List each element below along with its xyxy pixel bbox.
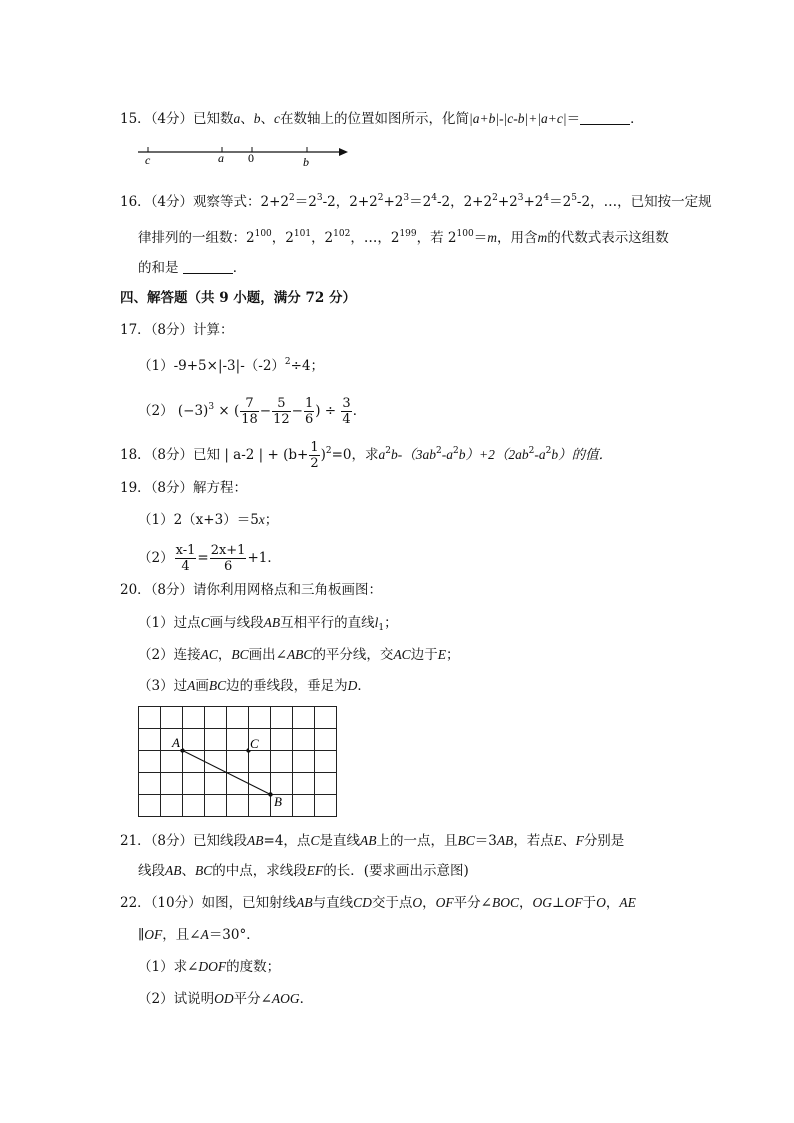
q22-line2: ∥OF，且∠A＝30°． <box>138 927 260 943</box>
q17-title: 17．（8分）计算： <box>120 322 234 338</box>
grid-label-c: C <box>250 736 259 751</box>
q15-line: 15．（4分）已知数a、b、c在数轴上的位置如图所示，化简|a+b|-|c-b|+|a+c|＝ ． <box>120 111 644 127</box>
q21-line2: 线段AB、BC的中点，求线段EF的长．(要求画出示意图) <box>138 863 469 879</box>
q20-part3: （3）过A画BC边的垂线段，垂足为D． <box>138 678 371 694</box>
q18-line: 18．（8分）已知 | a-2 | + (b+ $\frac{1}{2}$ )$^2$=0，求$a^2b-(3ab^2-a^2b)+2(2ab^2-a^2b)$的值． <box>120 440 613 471</box>
q16-line2: 律排列的一组数：$2^{100}$，$2^{101}$，$2^{102}$，…，$2^{199}$，若 $2^{100}=m$，用含m的代数式表示这组数 <box>138 229 669 246</box>
answer-blank[interactable] <box>183 259 233 274</box>
axis-label-a: a <box>218 151 224 165</box>
axis-label-c: c <box>145 153 151 167</box>
q19-title: 19．（8分）解方程： <box>120 480 248 496</box>
grid-label-a: A <box>172 735 180 750</box>
q19-part1: （1）2（x+3）＝5x； <box>138 512 279 528</box>
q16-line1: 16．（4分）观察等式：$2+2^2=2^3-2$，$2+2^2+2^3=2^4-2$，$2+2^2+2^3+2^4=2^5-2$，…，已知按一定规 <box>120 193 712 210</box>
grid-figure <box>138 706 340 818</box>
answer-blank[interactable] <box>580 110 630 125</box>
q20-part2: （2）连接AC，BC画出∠ABC的平分线，交AC边于E； <box>138 647 460 663</box>
axis-label-b: b <box>303 155 309 169</box>
q22-line1: 22．（10分）如图，已知射线AB与直线CD交于点O，OF平分∠BOC，OG⊥OF于O，AE <box>120 895 636 911</box>
q16-line3: 的和是 ． <box>138 260 247 276</box>
number-line <box>132 138 356 170</box>
grid-label-b: B <box>274 794 282 809</box>
q21-line1: 21．（8分）已知线段AB=4，点C是直线AB上的一点，且BC＝3AB，若点E、F分别是 <box>120 833 625 849</box>
q20-part1: （1）过点C画与线段AB互相平行的直线$l_1$； <box>138 615 398 633</box>
point-b <box>268 792 272 796</box>
q20-title: 20．（8分）请你利用网格点和三角板画图： <box>120 582 383 598</box>
q22-part2: （2）试说明OD平分∠AOG． <box>138 991 314 1007</box>
q19-part2: （2） $\frac{x-1}{4}$ = $\frac{2x+1}{6}$ +1． <box>138 543 281 574</box>
q22-part1: （1）求∠DOF的度数； <box>138 959 281 975</box>
q17-part2: （2） $(-3)^3$ × ( $\frac{7}{18}$ − $\frac{5}{12}$ − $\frac{1}{6}$ ) ÷ $\frac{3}{4}$ ． <box>138 396 367 427</box>
q17-part1: $(1)-9+5\times|-3|-(-2)^2\div 4$； <box>138 357 325 374</box>
axis-label-0: 0 <box>248 151 254 165</box>
section-heading: 四、解答题（共 9 小题，满分 72 分） <box>120 290 356 306</box>
